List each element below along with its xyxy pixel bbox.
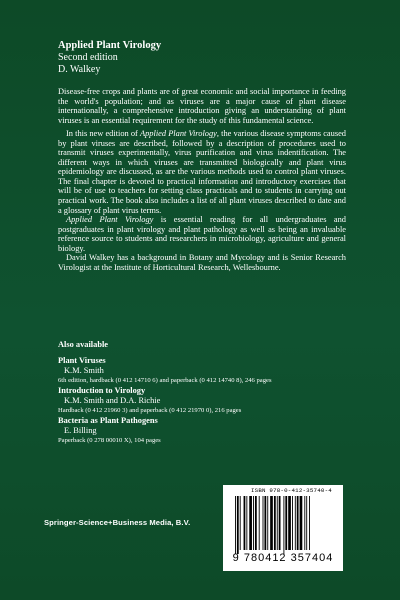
also-available-section (58, 340, 358, 446)
related-book-title: Introduction to Virology (58, 386, 146, 395)
barcode-bar (253, 496, 254, 550)
related-book (58, 386, 358, 416)
barcode-bar (235, 496, 236, 554)
barcode-bar (267, 496, 268, 550)
barcode-bar (300, 496, 303, 550)
isbn-label: ISBN 978-0-412-35740-4 (251, 487, 332, 494)
barcode-bar (288, 496, 291, 550)
barcode-bar (306, 496, 307, 550)
paragraph-text: , the various disease symptoms caused by plant viruses are described, followed by a description of procedures used to transmit viruses experimentally, virus purification and virus indentification. The different ways in which viruses are transmitted biologically and plant virus epidemiology are discussed, as are the various methods used to control plant viruses. The final chapter is devoted to practical information and introductory exercises that will be of use to teachers for setting class practicals and to students in carrying out practical work. The book also includes a list of all plant viruses described to date and a glossary of plant virus terms. (58, 129, 346, 215)
paragraph-text: is essential reading for all undergraduates and postgraduates in plant virology and plant pathology as well as being an invaluable reference source to students and researchers in microbiology, agriculture and general biology. (58, 215, 346, 253)
barcode-bar (304, 496, 305, 550)
barcode-bar (277, 496, 278, 550)
related-book (58, 356, 358, 386)
also-available-heading: Also available (58, 340, 109, 349)
barcode (223, 485, 343, 571)
barcode-bar (255, 496, 257, 550)
book-description (58, 87, 346, 272)
related-book-author: K.M. Smith (64, 366, 104, 375)
book-title: Applied Plant Virology (58, 40, 162, 51)
barcode-bar (283, 496, 284, 554)
publisher-name: Springer-Science+Business Media, B.V. (44, 518, 191, 527)
barcode-bar (309, 496, 310, 550)
barcode-bar (246, 496, 247, 550)
barcode-digits: 9 780412 357404 (232, 552, 334, 564)
description-paragraph: Disease-free crops and plants are of great economic and social importance in feeding the world's population; and as viruses are a major cause of plant disease internationally, a comprehensive introduction giving an understanding of plant viruses is an essential requirement for the study of this fundamental science. (58, 87, 346, 125)
book-author: D. Walkey (58, 63, 101, 75)
barcode-bar (270, 496, 273, 550)
barcode-bar (244, 496, 246, 550)
barcode-bars-icon (235, 496, 331, 554)
related-book-details: 6th edition, hardback (0 412 14710 6) and paperback (0 412 14740 8), 246 pages (58, 377, 272, 384)
barcode-bar (274, 496, 276, 550)
related-book (58, 416, 358, 446)
barcode-bar (263, 496, 264, 550)
barcode-bar (297, 496, 299, 550)
author-bio: David Walkey has a background in Botany and Mycology and is Senior Research Virologist at the Institute of Horticultural Research, Wellesbourne. (58, 253, 346, 272)
barcode-bar (240, 496, 241, 550)
barcode-bar (259, 496, 260, 550)
barcode-bar (237, 496, 239, 554)
description-paragraph (58, 129, 346, 215)
barcode-bar (249, 496, 252, 550)
barcode-bar (295, 496, 296, 550)
barcode-bar (264, 496, 266, 550)
italic-book-title: Applied Plant Virology (140, 129, 217, 139)
description-paragraph (58, 215, 346, 253)
book-header (58, 40, 161, 75)
related-book-author: K.M. Smith and D.A. Richie (64, 396, 161, 405)
barcode-bar (292, 496, 293, 550)
paragraph-text: In this new edition of (66, 129, 140, 139)
related-book-title: Plant Viruses (58, 356, 106, 365)
related-book-author: E. Billing (64, 426, 97, 435)
barcode-bar (279, 496, 281, 550)
italic-book-title: Applied Plant Virology (66, 215, 154, 225)
barcode-bar (285, 496, 287, 550)
book-edition: Second edition (58, 52, 118, 63)
related-book-title: Bacteria as Plant Pathogens (58, 416, 158, 425)
related-book-details: Hardback (0 412 21960 3) and paperback (0 412 21970 0), 216 pages (58, 407, 242, 414)
related-book-details: Paperback (0 278 00010 X), 104 pages (58, 437, 161, 444)
